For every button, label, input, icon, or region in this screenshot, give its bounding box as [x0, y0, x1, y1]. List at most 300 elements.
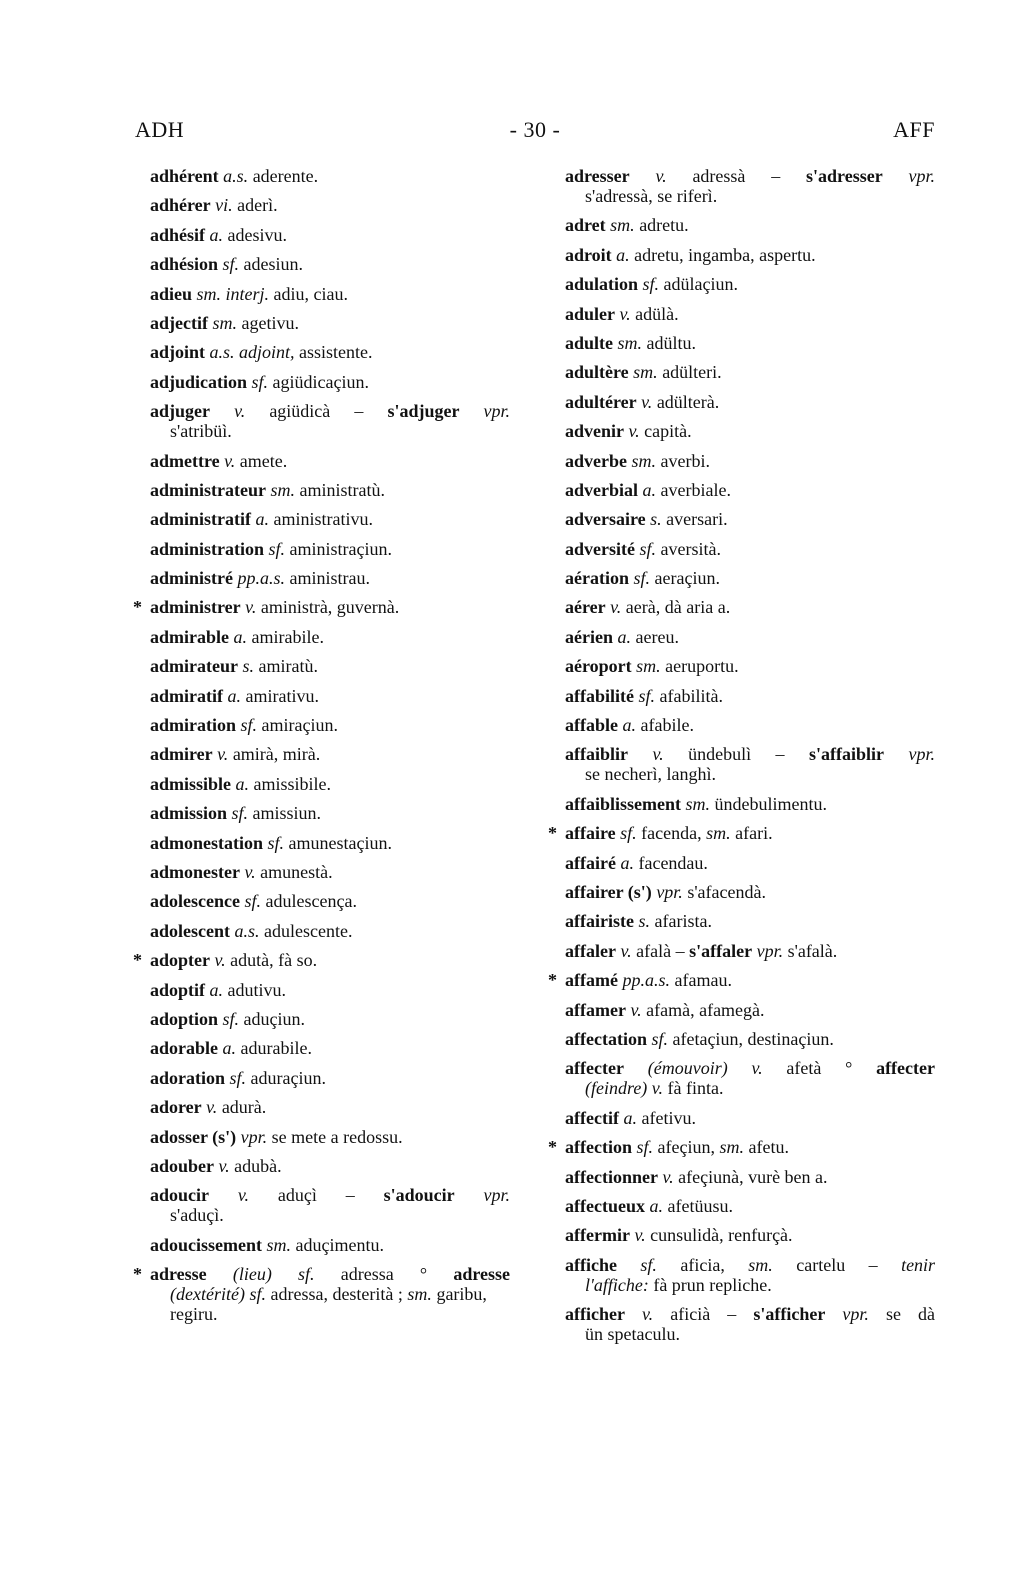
dictionary-entry — [150, 1127, 510, 1147]
grammar-label: sf. — [640, 1254, 657, 1275]
dictionary-entry — [565, 451, 935, 471]
grammar-label: pp.a.s. — [237, 568, 286, 589]
translation: adülaçiun. — [663, 274, 739, 295]
grammar-label: (émouvoir) v. — [647, 1058, 763, 1079]
dictionary-entry — [133, 950, 510, 971]
dictionary-entry — [565, 480, 935, 500]
entry-line — [150, 195, 510, 215]
entry-line — [150, 401, 510, 421]
dictionary-entry — [150, 803, 510, 823]
grammar-label: a. — [233, 626, 247, 647]
grammar-label: a. — [616, 244, 630, 265]
grammar-label: vpr. — [756, 940, 784, 961]
entry-continuation — [565, 764, 935, 784]
headword: affairiste — [565, 911, 634, 932]
headword: afficher — [565, 1304, 625, 1325]
dictionary-entry — [150, 1235, 510, 1255]
translation: ün spetaculu. — [585, 1324, 680, 1345]
translation: agiüdicà – — [269, 401, 364, 422]
grammar-label: sm. interj. — [196, 283, 270, 304]
entry-line — [150, 980, 510, 1000]
dictionary-entry — [565, 333, 935, 353]
grammar-label: sf. — [638, 685, 656, 706]
translation: afarista. — [654, 911, 712, 932]
sub-headword: s'affaler — [689, 940, 753, 961]
grammar-label: vpr. — [842, 1304, 869, 1325]
grammar-label: (dextérité) sf. — [170, 1284, 266, 1305]
translation: afetu. — [748, 1137, 789, 1158]
translation: afeçiunà, vurè ben a. — [678, 1166, 828, 1187]
grammar-label: sf. — [222, 254, 240, 275]
grammar-label: l'affiche: — [585, 1274, 649, 1295]
entry-line — [150, 284, 510, 304]
translation: adutivu. — [227, 979, 287, 1000]
entry-line — [150, 921, 510, 941]
headword: affectionner — [565, 1166, 658, 1187]
grammar-label: v. — [652, 744, 664, 765]
entry-line — [150, 1156, 510, 1176]
translation: ündebulimentu. — [714, 793, 827, 814]
entry-line — [565, 1029, 935, 1049]
left-column — [133, 166, 511, 1333]
headword: aéroport — [565, 656, 632, 677]
grammar-label: sm. — [636, 656, 661, 677]
translation: afabilità. — [659, 685, 723, 706]
dictionary-entry — [150, 774, 510, 794]
entry-line — [565, 362, 935, 382]
grammar-label: a. — [209, 224, 224, 245]
entry-line — [565, 392, 935, 412]
headword: administré — [150, 568, 233, 589]
entry-line — [565, 451, 935, 471]
grammar-label: sf. — [633, 568, 650, 589]
entry-line — [150, 803, 510, 823]
headword: affable — [565, 715, 618, 736]
headword: adjuger — [150, 401, 210, 422]
dictionary-entry — [133, 597, 510, 618]
entry-line — [150, 372, 510, 392]
translation: amete. — [239, 450, 288, 471]
translation: s'aduçì. — [170, 1205, 224, 1226]
dictionary-entry — [565, 568, 935, 588]
dictionary-entry — [150, 744, 510, 764]
dictionary-entry — [150, 195, 510, 215]
grammar-label: v. — [619, 303, 631, 324]
headword: adresser — [565, 166, 630, 186]
translation: capità. — [644, 421, 692, 442]
entry-line — [565, 794, 935, 814]
grammar-label: sm. — [719, 1137, 744, 1158]
dictionary-entry — [150, 656, 510, 676]
dictionary-entry — [565, 245, 935, 265]
entry-line — [150, 686, 510, 706]
translation: s'adressà, se riferì. — [585, 186, 718, 206]
entry-line — [565, 715, 935, 735]
grammar-label: v. — [630, 999, 642, 1020]
headword: administratif — [150, 509, 251, 530]
dictionary-entry — [150, 891, 510, 911]
dictionary-entry — [565, 882, 935, 902]
entry-line — [565, 1137, 935, 1157]
dictionary-entry — [150, 372, 510, 392]
dictionary-entry — [150, 1038, 510, 1058]
entry-line — [150, 1068, 510, 1088]
translation: adurà. — [221, 1097, 267, 1118]
headword: adjoint — [150, 342, 206, 363]
translation: adülteri. — [662, 362, 722, 383]
entry-line — [565, 656, 935, 676]
dictionary-entry — [150, 342, 510, 362]
translation: fà prun repliche. — [653, 1274, 772, 1295]
dictionary-entry — [150, 715, 510, 735]
headword: affection — [565, 1137, 632, 1158]
dictionary-entry — [565, 627, 935, 647]
grammar-label: sm. — [270, 479, 296, 500]
sub-headword: s'adjuger — [387, 401, 460, 422]
entry-line — [565, 970, 935, 990]
grammar-label: a.s. — [234, 920, 260, 941]
headword: adoucir — [150, 1185, 210, 1206]
headword: admettre — [150, 450, 220, 471]
entry-line — [150, 891, 510, 911]
grammar-label: v. — [218, 1155, 230, 1176]
entry-line — [150, 862, 510, 882]
grammar-label: v. — [628, 421, 640, 442]
entry-line — [565, 421, 935, 441]
translation: aficià – — [670, 1304, 737, 1325]
entry-line — [565, 1304, 935, 1324]
entry-line — [565, 245, 935, 265]
grammar-label: v. — [662, 1166, 674, 1187]
headword: adjectif — [150, 312, 208, 333]
grammar-label: sm. — [748, 1254, 773, 1275]
headword: adoption — [150, 1008, 219, 1029]
translation: amunestaçiun. — [288, 832, 392, 853]
translation: amirà, mirà. — [232, 744, 321, 765]
grammar-label: sf. — [639, 538, 656, 559]
entry-line — [150, 833, 510, 853]
entry-line — [565, 882, 935, 902]
grammar-label: sf. — [240, 715, 258, 736]
grammar-label: sf. — [651, 1028, 668, 1049]
grammar-label: a. — [227, 685, 241, 706]
headword: adoration — [150, 1067, 226, 1088]
dictionary-entry — [150, 1185, 510, 1225]
grammar-label: v. — [655, 166, 667, 186]
headword: adhésif — [150, 224, 206, 245]
translation: afetivu. — [641, 1107, 696, 1128]
grammar-label: v. — [642, 1304, 654, 1325]
translation: se mete a redossu. — [271, 1126, 403, 1147]
entry-line — [565, 597, 935, 617]
dictionary-entry — [150, 401, 510, 441]
grammar-label: sm. — [706, 823, 731, 844]
headword: affiche — [565, 1254, 617, 1275]
translation: assistente. — [299, 342, 373, 363]
new-entry-asterisk: * — [133, 950, 142, 971]
translation: afetüusu. — [667, 1195, 733, 1216]
grammar-label: sm. — [610, 215, 635, 236]
entry-line — [565, 304, 935, 324]
grammar-label: v. — [217, 744, 229, 765]
entry-continuation — [565, 1275, 935, 1295]
dictionary-entry — [150, 627, 510, 647]
grammar-label: sm. — [266, 1234, 292, 1255]
translation: aduraçiun. — [250, 1067, 326, 1088]
headword: advenir — [565, 421, 625, 442]
translation: adiu, ciau. — [273, 283, 349, 304]
headword: adverbe — [565, 450, 627, 471]
entry-line — [150, 313, 510, 333]
entry-line — [150, 744, 510, 764]
translation: facendau. — [638, 852, 708, 873]
headword: admission — [150, 803, 228, 824]
page-header — [135, 117, 935, 149]
dictionary-entry — [150, 980, 510, 1000]
headword: admirer — [150, 744, 213, 765]
headword: adultère — [565, 362, 629, 383]
entry-line — [150, 568, 510, 588]
translation: adressà – — [692, 166, 781, 186]
translation: adültu. — [646, 332, 697, 353]
entry-line — [150, 254, 510, 274]
dictionary-entry — [565, 215, 935, 235]
dictionary-entry — [565, 166, 935, 206]
entry-line — [565, 539, 935, 559]
entry-line — [150, 509, 510, 529]
headword: adulation — [565, 274, 639, 295]
translation: aduçì – — [277, 1185, 355, 1206]
translation: s'afacendà. — [687, 881, 767, 902]
headword: affairé — [565, 852, 616, 873]
translation: adülterà. — [656, 391, 720, 412]
header-right-guide-word: AFF — [893, 117, 935, 142]
dictionary-entry — [565, 715, 935, 735]
entry-line — [565, 568, 935, 588]
translation: cunsulidà, renfurçà. — [650, 1225, 793, 1246]
headword: adoptif — [150, 979, 206, 1000]
dictionary-entry — [565, 539, 935, 559]
grammar-label: v. — [214, 950, 226, 971]
dictionary-entry — [565, 509, 935, 529]
dictionary-entry — [548, 970, 935, 991]
dictionary-entry — [565, 911, 935, 931]
entry-line — [565, 1167, 935, 1187]
translation: afamà, afamegà. — [646, 999, 765, 1020]
translation: amissiun. — [252, 803, 322, 824]
dictionary-entry — [150, 284, 510, 304]
grammar-label: a. — [623, 1107, 637, 1128]
dictionary-entry — [150, 451, 510, 471]
dictionary-entry — [150, 686, 510, 706]
headword: administration — [150, 538, 265, 559]
dictionary-entry — [150, 862, 510, 882]
entry-continuation — [565, 1324, 935, 1344]
grammar-label: sf. — [251, 371, 269, 392]
entry-line — [150, 1185, 510, 1205]
translation: averbiale. — [660, 479, 731, 500]
dictionary-entry — [150, 313, 510, 333]
dictionary-entry — [565, 1058, 935, 1098]
entry-line — [565, 1000, 935, 1020]
translation: facenda, — [641, 823, 702, 844]
page-number: - 30 - — [509, 117, 561, 142]
grammar-label: a.s. — [209, 342, 235, 363]
dictionary-entry — [565, 656, 935, 676]
entry-line — [150, 1038, 510, 1058]
dictionary-entry — [565, 1167, 935, 1187]
translation: adressa ° — [340, 1264, 428, 1285]
headword: adret — [565, 215, 606, 236]
translation: adulescente. — [264, 920, 353, 941]
grammar-label: vpr. — [240, 1126, 268, 1147]
translation: garibu, regiru. — [170, 1284, 487, 1325]
translation: adretu, ingamba, aspertu. — [634, 244, 816, 265]
new-entry-asterisk: * — [548, 970, 557, 991]
grammar-label: pp.a.s. — [622, 970, 670, 991]
entry-line — [565, 627, 935, 647]
entry-line — [150, 774, 510, 794]
headword: adresse — [150, 1264, 207, 1285]
translation: aministrà, guvernà. — [260, 597, 400, 618]
sub-headword: adresse — [453, 1264, 511, 1285]
translation: adretu. — [639, 215, 689, 236]
headword: adverbial — [565, 479, 639, 500]
new-entry-asterisk: * — [548, 823, 557, 844]
headword: admonestation — [150, 832, 264, 853]
entry-continuation — [565, 186, 935, 206]
grammar-label: vpr. — [483, 1185, 511, 1206]
translation: aereu. — [635, 626, 679, 647]
grammar-label: s. — [650, 509, 662, 530]
translation: aeraçiun. — [654, 568, 720, 589]
sub-headword: affecter — [876, 1058, 936, 1079]
translation: aduçiun. — [243, 1008, 306, 1029]
headword: adolescence — [150, 891, 240, 912]
translation: fà finta. — [667, 1078, 724, 1099]
entry-line — [565, 744, 935, 764]
translation: adurabile. — [240, 1038, 312, 1059]
dictionary-entry — [565, 794, 935, 814]
dictionary-entry — [548, 823, 935, 844]
translation: s'atribüì. — [170, 421, 232, 442]
translation: afetaçiun, destinaçiun. — [672, 1028, 834, 1049]
grammar-label: (feindre) v. — [585, 1078, 663, 1099]
headword: admiratif — [150, 685, 223, 706]
headword: aduler — [565, 303, 616, 324]
translation: cartelu – — [796, 1254, 878, 1275]
grammar-label: vpr. — [656, 881, 683, 902]
headword: affaler — [565, 940, 616, 961]
translation: afari. — [735, 823, 773, 844]
translation: amirabile. — [251, 626, 324, 647]
headword: affectif — [565, 1107, 619, 1128]
headword: admirable — [150, 626, 229, 647]
grammar-label: s. — [242, 656, 254, 677]
dictionary-entry — [150, 921, 510, 941]
headword: affecter — [565, 1058, 624, 1079]
new-entry-asterisk: * — [133, 597, 142, 618]
headword: admiration — [150, 715, 237, 736]
entry-line — [565, 853, 935, 873]
translation: averbi. — [660, 450, 710, 471]
headword: adhésion — [150, 254, 219, 275]
entry-line — [565, 823, 935, 843]
translation: afamau. — [674, 970, 732, 991]
translation: agiüdicaçiun. — [272, 371, 370, 392]
grammar-label: s. — [638, 911, 650, 932]
translation: afeçiun, — [657, 1137, 715, 1158]
headword: admissible — [150, 773, 232, 794]
translation: aderente. — [252, 166, 319, 186]
dictionary-entry — [565, 1108, 935, 1128]
dictionary-entry — [150, 1009, 510, 1029]
entry-continuation — [150, 421, 510, 441]
entry-line — [150, 1127, 510, 1147]
sub-headword: s'adresser — [806, 166, 883, 186]
translation: adubà. — [234, 1155, 282, 1176]
grammar-label: v. — [206, 1097, 218, 1118]
grammar-label: sf. — [244, 891, 261, 912]
grammar-label: a. — [255, 509, 269, 530]
translation: afabile. — [640, 715, 694, 736]
grammar-label: v. — [245, 597, 257, 618]
entry-line — [150, 950, 510, 970]
translation: aversari. — [666, 509, 728, 530]
dictionary-entry — [565, 853, 935, 873]
translation: afetà ° — [786, 1058, 853, 1079]
entry-line — [565, 166, 935, 186]
dictionary-entry — [150, 254, 510, 274]
headword: affamé — [565, 970, 618, 991]
headword: affamer — [565, 999, 626, 1020]
entry-line — [150, 597, 510, 617]
grammar-label: a. — [222, 1038, 237, 1059]
headword: adolescent — [150, 920, 230, 941]
dictionary-entry — [565, 1000, 935, 1020]
entry-continuation — [150, 1205, 510, 1225]
headword: adhérer — [150, 195, 211, 216]
headword: administrer — [150, 597, 241, 618]
dictionary-entry — [565, 941, 935, 961]
grammar-label: adjoint, — [239, 342, 295, 363]
entry-continuation — [565, 1078, 935, 1098]
entry-line — [150, 1264, 510, 1284]
headword: adulte — [565, 332, 614, 353]
grammar-label: a. — [209, 979, 224, 1000]
translation: aduçimentu. — [295, 1234, 384, 1255]
translation: amissibile. — [253, 773, 332, 794]
entry-line — [150, 627, 510, 647]
dictionary-entry — [133, 1264, 511, 1325]
translation: adutà, fà so. — [230, 950, 318, 971]
grammar-label: sf. — [636, 1137, 653, 1158]
grammar-label: vpr. — [483, 401, 511, 422]
headword: affaire — [565, 823, 616, 844]
grammar-label: a. — [617, 626, 631, 647]
entry-line — [565, 941, 935, 961]
grammar-label: a. — [620, 852, 634, 873]
grammar-label: vi. — [215, 195, 233, 216]
dictionary-entry — [150, 480, 510, 500]
translation: aministraçiun. — [289, 538, 393, 559]
grammar-label: tenir — [901, 1254, 936, 1275]
entry-line — [150, 480, 510, 500]
dictionary-entry — [150, 166, 510, 186]
grammar-label: sf. — [267, 832, 285, 853]
dictionary-entry — [565, 362, 935, 382]
grammar-label: sm. — [631, 450, 657, 471]
